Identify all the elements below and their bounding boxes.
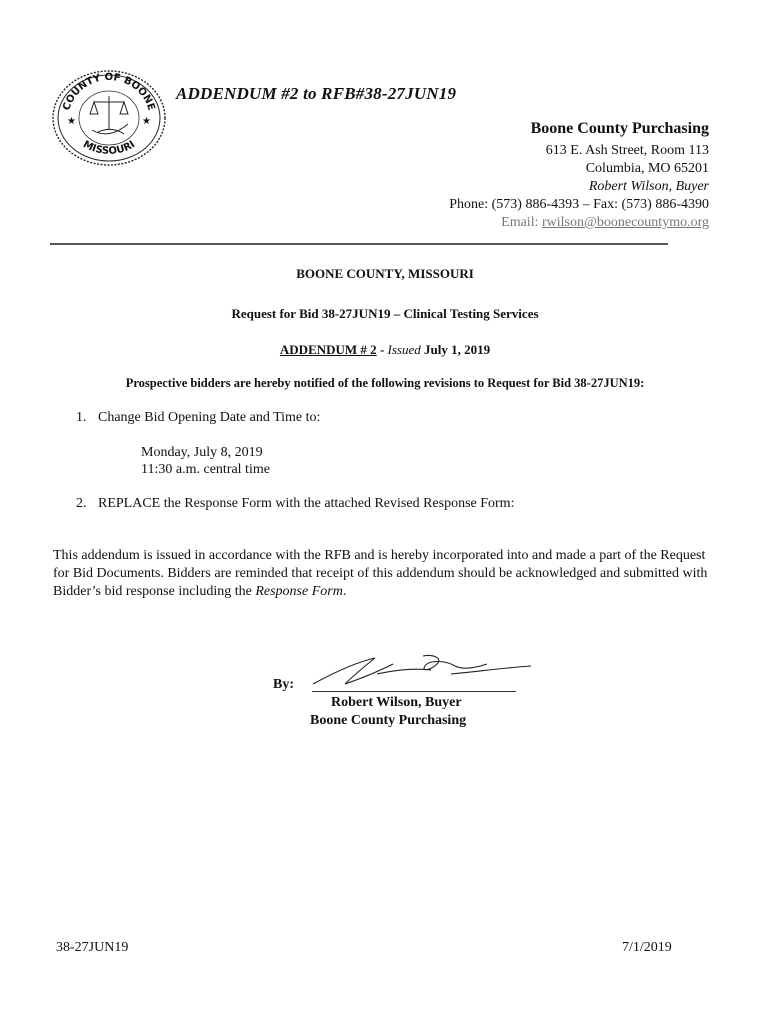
email-link[interactable]: rwilson@boonecountymo.org [541,215,709,230]
new-opening-time: 11:30 a.m. central time [141,462,270,477]
org-contact-block [349,120,709,232]
buyer-name: Robert Wilson, Buyer [588,179,709,194]
phone-fax: Phone: (573) 886-4393 – Fax: (573) 886-4390 [449,197,709,212]
response-form-emphasis: Response Form [255,584,343,599]
org-name: Boone County Purchasing [530,120,709,137]
issued-separator: - [376,342,388,357]
signature-line [312,691,516,692]
issued-date: July 1, 2019 [420,342,491,357]
county-seal [50,68,168,168]
county-heading: BOONE COUNTY, MISSOURI [296,266,474,281]
closing-paragraph [53,547,713,601]
footer-date: 7/1/2019 [622,940,672,955]
address-line-2: Columbia, MO 65201 [585,161,709,176]
header-divider [50,243,668,245]
item-details [141,444,270,478]
item-text: REPLACE the Response Form with the attached Revised Response Form: [98,496,515,511]
bidder-notice: Prospective bidders are hereby notified of the following revisions to Request for Bid 38-27JUN19: [125,376,645,390]
signer-block [310,694,466,730]
new-opening-date: Monday, July 8, 2019 [141,445,263,460]
by-label: By: [273,677,294,692]
closing-text: This addendum is issued in accordance with the RFB and is hereby incorporated into and made a part of the Request for Bid Documents. Bidders are reminded that receipt of this addendum should be acknowledged and submitted with Bidder’s bid response including the [53,548,708,599]
signer-name: Robert Wilson, Buyer [331,695,462,710]
item-number: 2. [76,496,87,511]
address-line-1: 613 E. Ash Street, Room 113 [545,143,709,158]
handwritten-signature [305,650,535,692]
seal-star-right-icon: ★ [142,116,151,127]
bid-subject: Request for Bid 38-27JUN19 – Clinical Testing Services [231,306,539,321]
seal-top-text: COUNTY OF BOONE [61,72,157,112]
email-row [349,214,709,232]
item-text: Change Bid Opening Date and Time to: [98,410,321,425]
addendum-label: ADDENDUM # 2 [279,342,377,357]
scales-of-justice-icon [90,96,128,134]
email-label: Email: [501,215,542,230]
revision-item [76,410,320,426]
issued-word: Issued [387,342,421,357]
footer-rfb-number: 38-27JUN19 [56,940,129,955]
seal-bottom-text: MISSOURI [81,139,138,158]
addendum-title: ADDENDUM #2 to RFB#38-27JUN19 [176,84,457,103]
closing-end: . [342,584,347,599]
signer-org: Boone County Purchasing [310,713,467,728]
item-number: 1. [76,410,87,425]
seal-star-left-icon: ★ [67,116,76,127]
addendum-issued-line [0,342,770,358]
revision-item [76,496,514,512]
